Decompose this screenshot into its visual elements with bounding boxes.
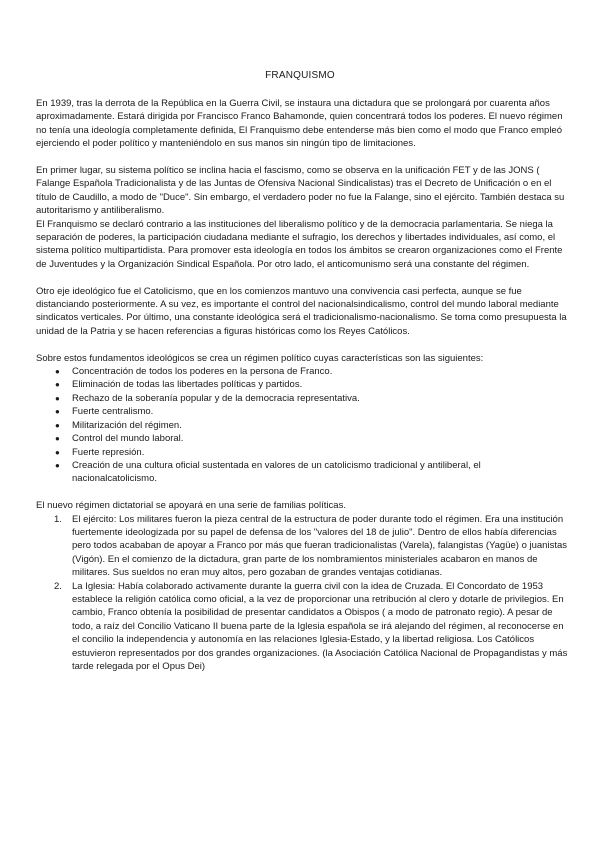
list-item — [36, 459, 568, 486]
list-item — [36, 405, 568, 418]
paragraph-catholicism: Otro eje ideológico fue el Catolicismo, que en los comienzos mantuvo una convivencia casi perfecta, aunque se fue distanciando posteriormente. A su vez, es importante el control del nacionalsindicalismo, control del mundo laboral mediante sindicatos verticales. Por último, una constante ideológica será el tradicionalismo-nacionalismo. Se toma como presupuesta la unidad de la Patria y se hacen referencias a figuras históricas como los Reyes Católicos. — [36, 285, 567, 337]
list-item — [36, 378, 568, 391]
list-item — [36, 580, 568, 674]
list-item — [36, 392, 568, 405]
bullet-icon: ● — [55, 367, 60, 377]
document-title: FRANQUISMO — [265, 70, 335, 81]
bullet-icon: ● — [55, 420, 60, 430]
list-item-text: Concentración de todos los poderes en la persona de Franco. — [72, 366, 333, 378]
paragraph-spacer — [36, 338, 568, 351]
list-item — [36, 365, 568, 378]
list-item-text: Fuerte centralismo. — [72, 406, 154, 418]
paragraph-fascism: En primer lugar, su sistema político se inclina hacia el fascismo, como se observa en la unificación FET y de las JONS ( Falange Española Tradicionalista y de las Juntas de Ofensiva Nacional Sindicalistas) tras el Decreto de Unificación o en el título de Caudillo, a modo de "Duce". Sin embargo, el verdadero poder no fue la Falange, sino el ejército. También destaca su autoritarismo y antiliberalismo. — [36, 165, 565, 217]
bullet-icon: ● — [55, 447, 60, 457]
list-item-text: La Iglesia: Había colaborado activamente durante la guerra civil con la idea de Cruzada. El Concordato de 1953 establece la religión católica como oficial, a la vez de proporcionar una retribución al clero y dotarle de privilegios. En cambio, Franco obtenía la posibilidad de presentar candidatos a Obispos ( a modo de patronato regio). A pesar de todo, a raíz del Concilio Vaticano II buena parte de la Iglesia española se irá alejando del régimen, al reconocerse en el concilio la independencia y autonomía en las relaciones Iglesia-Estado, y la libertad religiosa. Los Católicos estuvieron representados por dos grandes organizaciones. (la Asociación Católica Nacional de Propagandistas y más tarde relegada por el Opus Dei) — [72, 580, 568, 672]
list-item — [36, 432, 568, 445]
list-item-text: Control del mundo laboral. — [72, 433, 184, 445]
list-item-text: Rechazo de la soberanía popular y de la democracia representativa. — [72, 392, 360, 404]
paragraph-intro: En 1939, tras la derrota de la República en la Guerra Civil, se instaura una dictadura que se prolongará por cuarenta años aproximadamente. Estará dirigida por Francisco Franco Bahamonde, quien concentrará todos los poderes. El nuevo régimen no tenía una ideología completamente definida, El Franquismo debe entenderse más bien como el modo que Franco empleó ejerciendo el poder político y manteniéndolo en sus manos sin ningún tipo de limitaciones. — [36, 98, 563, 150]
paragraph-spacer — [36, 486, 568, 499]
bullet-icon: ● — [55, 380, 60, 390]
list-item-text: El ejército: Los militares fueron la pieza central de la estructura de poder durante todo el régimen. Era una institución fuertemente ideologizada por su papel de defensa de los "valores del 18 de julio". Dentro de ellos había diferencias pero todos acababan de apoyar a Franco por más que fueran tradicionalistas (Varela), falangistas (Yagüe) o juanistas (Vigón). En el comienzo de la dictadura, gran parte de los nombramientos ministeriales acabaron en manos de militares. Sus sueldos no eran muy altos, pero gozaban de grandes ventajas cotidianas. — [72, 513, 567, 579]
features-list — [36, 365, 568, 486]
list-number: 2. — [54, 580, 62, 592]
list-item — [36, 446, 568, 459]
list-item — [36, 513, 568, 580]
paragraph-spacer — [36, 271, 568, 284]
paragraph-spacer — [36, 151, 568, 164]
paragraph-families-intro: El nuevo régimen dictatorial se apoyará en una serie de familias políticas. — [36, 500, 346, 512]
list-item-text: Militarización del régimen. — [72, 419, 182, 431]
list-item-text: Eliminación de todas las libertades políticas y partidos. — [72, 379, 303, 391]
list-item-text: Creación de una cultura oficial sustentada en valores de un catolicismo tradicional y antiliberal, el nacionalcatolicismo. — [72, 459, 481, 485]
document-body — [36, 97, 568, 673]
list-item-text: Fuerte represión. — [72, 446, 145, 458]
list-number: 1. — [54, 513, 62, 525]
paragraph-features-intro: Sobre estos fundamentos ideológicos se crea un régimen político cuyas características son las siguientes: — [36, 352, 484, 364]
paragraph-antiliberal: El Franquismo se declaró contrario a las instituciones del liberalismo político y de la democracia parlamentaria. Se niega la separación de poderes, la participación ciudadana mediante el sufragio, los derechos y libertades individuales, así como, el sistema político multipartidista. Para promover esta ideología en todos los ámbitos se crearon organizaciones como el Frente de Juventudes y la Organización Sindical Española. Por otro lado, el anticomunismo será una constante del régimen. — [36, 218, 563, 270]
bullet-icon: ● — [55, 393, 60, 403]
bullet-icon: ● — [55, 434, 60, 444]
bullet-icon: ● — [55, 407, 60, 417]
bullet-icon: ● — [55, 460, 60, 470]
families-list — [36, 513, 568, 674]
list-item — [36, 419, 568, 432]
